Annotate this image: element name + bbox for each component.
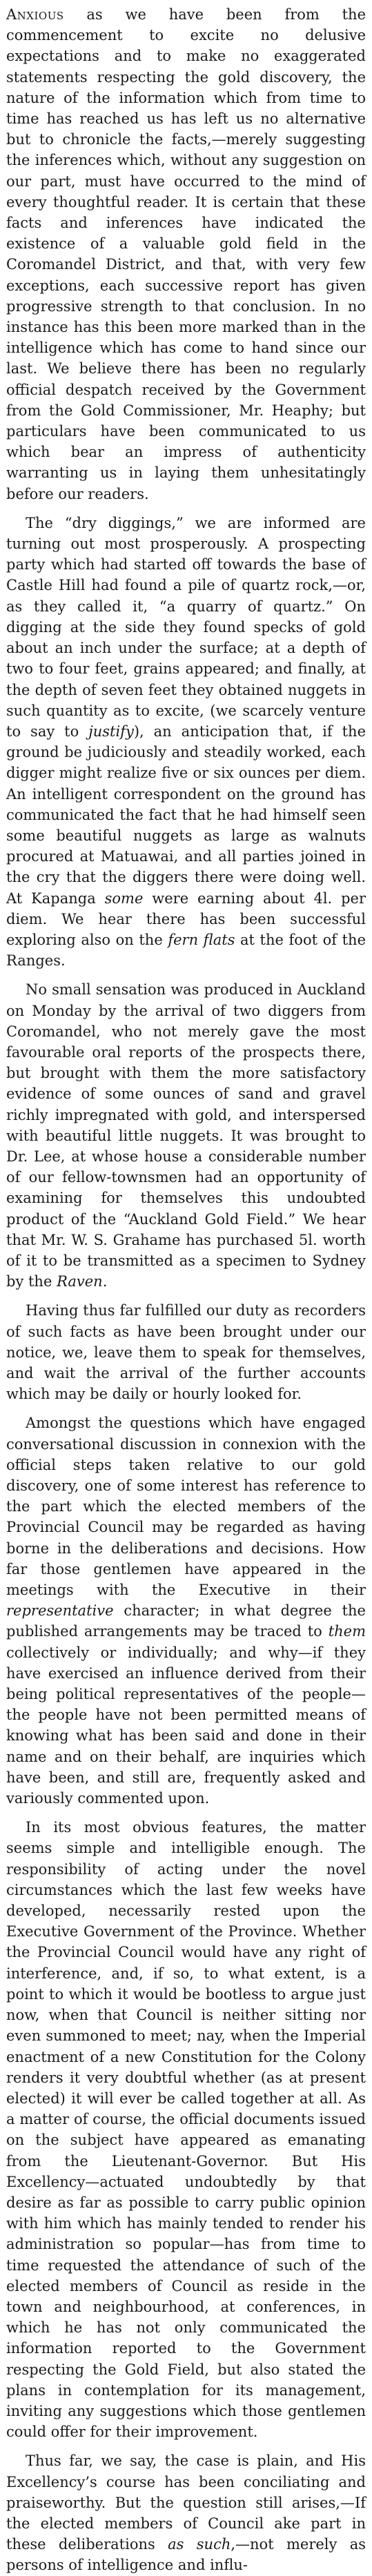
paragraph-text: ), an anticipation that, if the ground be judiciously and steadily worked, each digger might realize five or six ounces per diem. An intelligent correspondent on the ground has communicated the fact that he had himself seen some beautiful nuggets as large as walnuts procured at Matuawai, and all parties joined in the cry that the diggers there were doing well. At Kapanga (6, 722, 366, 907)
italic-phrase: justify (88, 722, 134, 740)
article-paragraph (6, 1413, 366, 1809)
article-paragraph (6, 979, 366, 1292)
paragraph-text: ,—not merely as persons of intelligence and influ- (6, 2536, 366, 2574)
article-paragraph (6, 513, 366, 971)
italic-phrase: as such (168, 2536, 231, 2553)
paragraph-text: were earning about 4l. per diem. We hear there has been successful exploring also on the (6, 889, 366, 948)
article-paragraph (6, 4, 366, 504)
article-paragraph (6, 1300, 366, 1404)
italic-phrase: representative (6, 1602, 114, 1620)
paragraph-text: collectively or individually; and why—if they have exercised an influence derived from their being political representatives of the people—the people have not been permitted means of knowing what has been said and done in their name and on their behalf, are inquiries which have been, and still are, frequently asked and variously commented upon. (6, 1644, 366, 1807)
article-body (6, 4, 366, 2576)
paragraph-text: as we have been from the commencement to excite no delusive expectations and to make no exaggerated statements respecting the gold discovery, the nature of the information which from time to time has reached us has left us no alternative but to chronicle the facts,—merely suggesting the inferences which, without any suggestion on our part, must have occurred to the mind of every thoughtful reader. It is certain that these facts and inferences have indicated the existence of a valuable gold field in the Coromandel District, and that, with very few exceptions, each successive report has given progressive strength to that conclusion. In no instance has this been more marked than in the intelligence which has come to hand since our last. We believe there has been no regularly official despatch received by the Government from the Gold Commissioner, Mr. Heaphy; but particulars have been communicated to us which bear an impress of authenticity warranting us in laying them unhesitatingly before our readers. (6, 6, 366, 502)
paragraph-text: Amongst the questions which have engaged conversational discussion in connexion with the official steps taken relative to our gold discovery, one of some interest has reference to the part which the elected members of the Provincial Council may be regarded as having borne in the deliberations and decisions. How far those gentlemen have appeared in the meetings with the Executive in their (6, 1415, 366, 1599)
paragraph-text: No small sensation was produced in Auckland on Monday by the arrival of two diggers from Coromandel, who not merely gave the most favourable oral reports of the prospects there, but brought with them the more satisfactory evidence of some ounces of sand and gravel richly impregnated with gold, and interspersed with beautiful little nuggets. It was brought to Dr. Lee, at whose house a considerable number of our fellow-townsmen had an opportunity of examining for themselves this undoubted product of the “Auckland Gold Field.” We hear that Mr. W. S. Grahame has purchased 5l. worth of it to be transmitted as a specimen to Sydney by the (6, 981, 366, 1290)
paragraph-text: at the foot of the Ranges. (6, 931, 366, 970)
paragraph-text: Having thus far fulfilled our duty as recorders of such facts as have been brought under our notice, we, leave them to speak for themselves, and wait the arrival of the further accounts which may be daily or hourly looked for. (6, 1302, 366, 1403)
italic-phrase: Raven (57, 1273, 103, 1290)
paragraph-text: The “dry diggings,” we are informed are turning out most prosperously. A prospecting party which had started off towards the base of Castle Hill had found a pile of quartz rock,—or, as they called it, “a quarry of quartz.” On digging at the side they found specks of gold about an inch under the surface; at a depth of two to four feet, grains appeared; and finally, at the depth of seven feet they obtained nuggets in such quantity as to excite, (we scarcely venture to say to (6, 514, 366, 740)
italic-phrase: them (328, 1623, 366, 1640)
paragraph-text: In its most obvious features, the matter seems simple and intelligible enough. The responsibility of acting under the novel circumstances which the last few weeks have developed, necessarily rested upon the Executive Government of the Province. Whether the Provincial Council would have any right of interference, and, if so, to what extent, is a point to which it would be bootless to argue just now, when that Council is neither sitting nor even summoned to meet; nay, when the Imperial enactment of a new Constitution for the Colony renders it very doubtful whether (as at present elected) it will ever be called together at all. As a matter of course, the official documents issued on the subject have appeared as emanating from the Lieutenant-Governor. But His Excellency—actuated undoubtedly by that desire as far as possible to carry public opinion with him which has mainly tended to render his administration so popular—has from time to time requested the attendance of such of the elected members of Council as reside in the town and neighbourhood, at conferences, in which he has not only communicated the information reported to the Government respecting the Gold Field, but also stated the plans in contemplation for its management, inviting any suggestions which those gentlemen could offer for their improvement. (6, 1819, 366, 2441)
article-paragraph (6, 1817, 366, 2442)
lead-word: Anxious (6, 6, 64, 23)
article-paragraph (6, 2450, 366, 2575)
paragraph-text: . (102, 1273, 108, 1290)
paragraph-text: Thus far, we say, the case is plain, and His Excellency’s course has been conciliating and praiseworthy. But the question still arises,—If the elected members of Council ake part in these deliberations (6, 2452, 366, 2553)
italic-phrase: some (104, 889, 144, 907)
italic-phrase: fern flats (168, 931, 235, 948)
paragraph-text: character; in what degree the published arrangements may be traced to (6, 1602, 366, 1640)
